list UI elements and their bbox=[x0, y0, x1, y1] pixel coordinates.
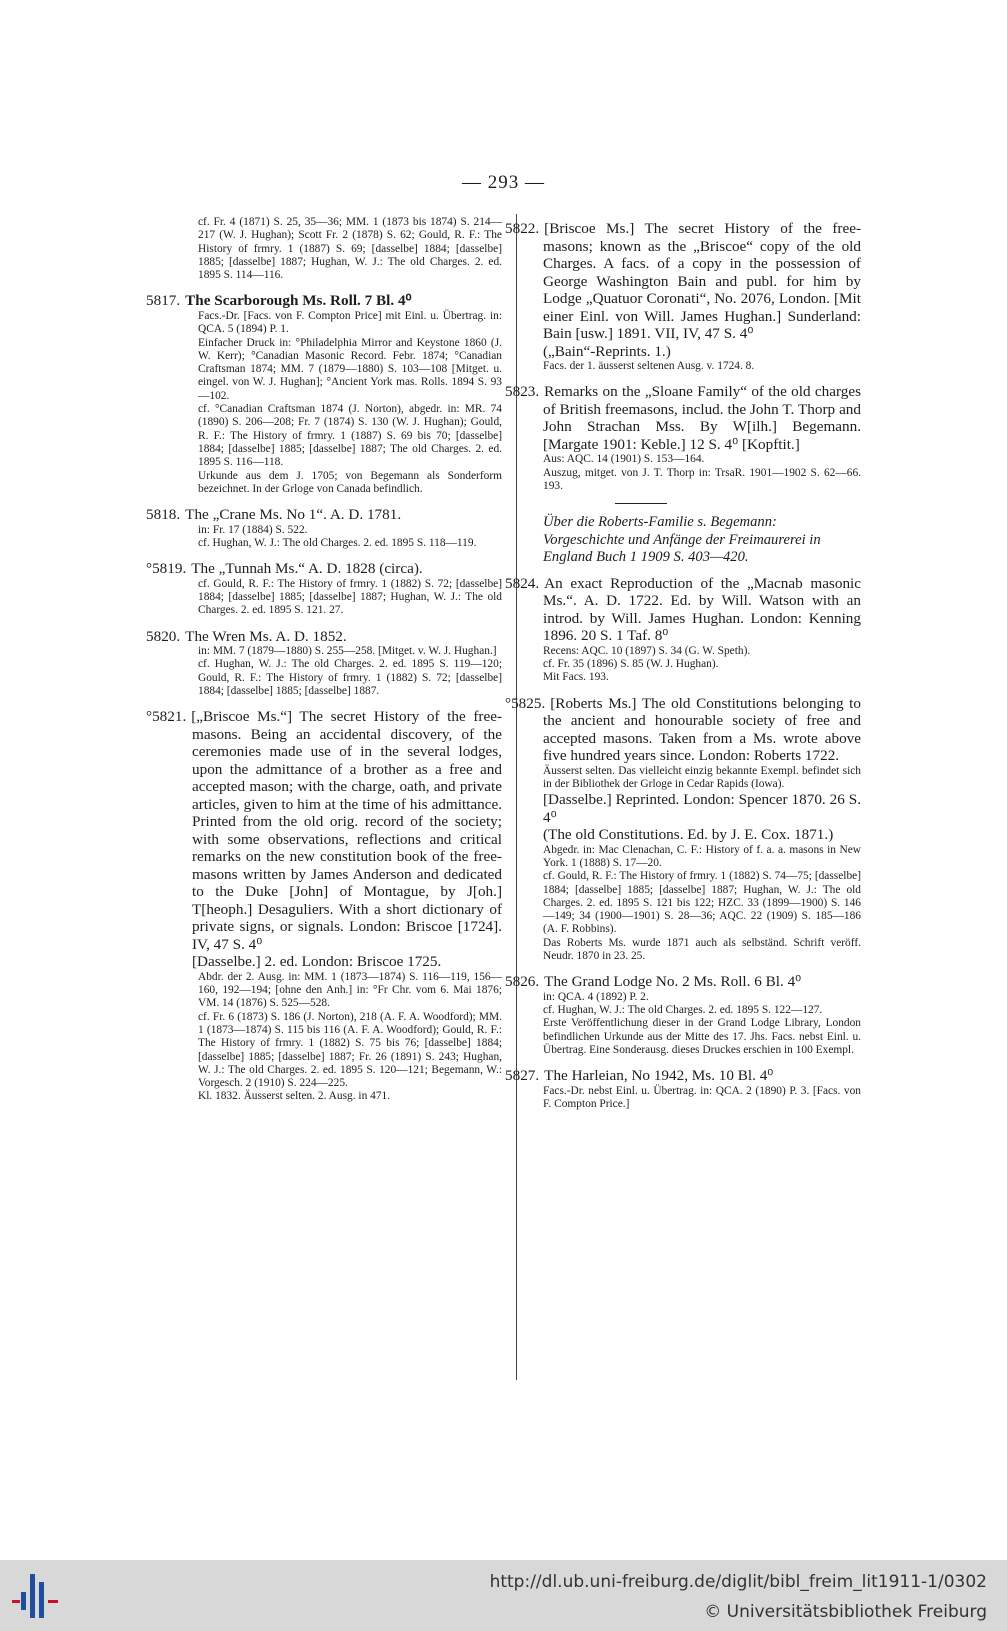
entry-note: Facs.-Dr. [Facs. von F. Compton Price] mit Einl. u. Übertrag. in: QCA. 5 (1894) P. 1. bbox=[198, 309, 502, 336]
entry-note: Mit Facs. 193. bbox=[543, 671, 609, 684]
entry-note: Erste Veröffentlichung dieser in der Grand Lodge Library, London befindlichen Urkunde aus der Mitte des 17. Jhs. Facs. nebst Einl. u. Übertrag. Eine Sonderausg. dieses Druckes erschien in 100 Exempl. bbox=[543, 1017, 861, 1057]
entry-5822 bbox=[505, 220, 861, 373]
entry-title: The Wren Ms. A. D. 1852. bbox=[185, 627, 347, 645]
entry-note: Facs. der 1. äusserst seltenen Ausg. v. 1724. 8. bbox=[543, 360, 755, 372]
entry-5820 bbox=[146, 628, 502, 699]
entry-5826 bbox=[505, 973, 861, 1057]
entry-5821 bbox=[146, 708, 502, 1103]
entry-number: 5817. bbox=[146, 292, 181, 310]
right-column bbox=[505, 220, 861, 1121]
entry-number: 5818. bbox=[146, 506, 181, 524]
entry-note: in: MM. 7 (1879—1880) S. 255—258. [Mitget. v. W. J. Hughan.] bbox=[198, 645, 497, 658]
entry-number: 5822. bbox=[505, 220, 540, 237]
left-column bbox=[146, 216, 502, 1114]
entry-title: The Harleian, No 1942, Ms. 10 Bl. 4⁰ bbox=[544, 1067, 774, 1085]
entry-title: The „Tunnah Ms.“ A. D. 1828 (circa). bbox=[191, 560, 423, 578]
entry-number: 5827. bbox=[505, 1067, 540, 1085]
entry-5827 bbox=[505, 1067, 861, 1111]
entry-5825 bbox=[505, 695, 861, 964]
entry-reprint-series: (The old Constitutions. Ed. by J. E. Cox. 1871.) bbox=[543, 826, 834, 844]
entry-number: 5824. bbox=[505, 574, 540, 592]
entry-note: Abgedr. in: Mac Clenachan, C. F.: History of f. a. a. masons in New York. 1 (1888) S. 17—20. bbox=[543, 843, 861, 869]
entry-title: Remarks on the „Sloane Family“ of the old charges of British freemasons, includ. the John T. Thorp and John Strachan Mss. By W[ilh.] Begemann. [Margate 1901: Keble.] 12 S. 4⁰ [Kopftit.] bbox=[543, 383, 861, 453]
continuation-entry bbox=[146, 216, 502, 282]
entry-number: 5823. bbox=[505, 383, 540, 401]
page-number: — 293 — bbox=[462, 172, 545, 193]
copyright-text: © Universitätsbibliothek Freiburg bbox=[704, 1602, 987, 1622]
entry-title: An exact Reproduction of the „Macnab masonic Ms.“. A. D. 1722. Ed. by Will. Watson with an introd. by Will. James Hughan. London: Kenning 1896. 20 S. 1 Taf. 8⁰ bbox=[543, 574, 861, 645]
entry-note: Recens: AQC. 10 (1897) S. 34 (G. W. Speth). bbox=[543, 644, 751, 657]
entry-title: [„Briscoe Ms.“] The secret History of the free-masons. Being an accidental discovery, of the ceremonies made use of in the several lodges, upon the admittance of a brother as a free and accepted mason; with the charge, oath, and private articles, given to him at the time of his admittance. Printed from the old orig. record of the society; with some observations, reflections and critical remarks on the new constitution book of the free-masons written by James Anderson and dedicated to the Duke [John] of Montague, by J[oh.] T[heoph.] Desaguliers. With a short dictionary of private signs, or signals. London: Briscoe [1724]. IV, 47 S. 4⁰ bbox=[191, 708, 502, 953]
entry-note: Äusserst selten. Das vielleicht einzig bekannte Exempl. befindet sich in der Bibliothek der Grloge in Cedar Rapids (Iowa). bbox=[543, 764, 861, 790]
entry-note: cf. Hughan, W. J.: The old Charges. 2. ed. 1895 S. 122—127. bbox=[543, 1004, 823, 1017]
ub-freiburg-logo-icon bbox=[8, 1568, 68, 1624]
entry-5817 bbox=[146, 292, 502, 496]
entry-number: °5819. bbox=[146, 560, 187, 578]
entry-5824 bbox=[505, 575, 861, 685]
cross-reference-note: Über die Roberts-Familie s. Begemann: Vorgeschichte und Anfänge der Freimaurerei in England Buch 1 1909 S. 403—420. bbox=[543, 514, 821, 566]
entry-note: cf. Gould, R. F.: The History of frmry. 1 (1882) S. 72; [dasselbe] 1884; [dasselbe] 1885; [dasselbe] 1887; Hughan, W. J.: The old Charges. 2. ed. 1895 S. 121. 27. bbox=[198, 577, 502, 617]
document-url-link[interactable]: http://dl.ub.uni-freiburg.de/diglit/bibl_freim_lit1911-1/0302 bbox=[489, 1572, 987, 1592]
entry-note: Aus: AQC. 14 (1901) S. 153—164. bbox=[543, 453, 705, 466]
entry-note: Einfacher Druck in: °Philadelphia Mirror and Keystone 1860 (J. W. Kerr); °Canadian Masonic Record. Febr. 1874; °Canadian Craftsman 1874; MM. 7 (1879—1880) S. 103—108 [Mitget. u. eingel. von W. J. Hughan]; °Ancient York mas. Rolls. 1894 S. 93—102. bbox=[198, 336, 502, 402]
entry-title: [Roberts Ms.] The old Constitutions belonging to the ancient and honourable society of free and accepted masons. Taken from a Ms. wrote above five hundred years since. London: Roberts 1722. bbox=[543, 694, 861, 765]
entry-title: [Briscoe Ms.] The secret History of the free-masons; known as the „Briscoe“ copy of the old Charges. A facs. of a copy in the possession of George Washington Bain and publ. for him by Lodge „Quatuor Coronati“, No. 2076, London. [Mit einer Einl. von Will. James Hughan.] Sunderland: Bain [usw.] 1891. VII, IV, 47 S. 4⁰ bbox=[543, 220, 861, 342]
entry-title: The „Crane Ms. No 1“. A. D. 1781. bbox=[185, 506, 402, 524]
entry-number: °5821. bbox=[146, 708, 187, 726]
entry-note: cf. Fr. 6 (1873) S. 186 (J. Norton), 218 (A. F. A. Woodford); MM. 1 (1873—1874) S. 115 bis 116 (A. F. A. Woodford); Gould, R. F.: The History of frmry. 1 (1882) S. 75 bis 76; [dasselbe] 1884; [dasselbe] 1885; [dasselbe] 1887; Fr. 26 (1891) S. 243; Hughan, W. J.: The old Charges. 2. ed. 1895 S. 120—121; Begemann, W.: Vorgesch. 2 (1910) S. 224—225. bbox=[198, 1010, 502, 1090]
entry-note: in: QCA. 4 (1892) P. 2. bbox=[543, 990, 649, 1003]
entry-5818 bbox=[146, 506, 502, 550]
entry-number: 5826. bbox=[505, 973, 540, 991]
entry-number: 5820. bbox=[146, 627, 181, 645]
entry-note: Kl. 1832. Äusserst selten. 2. Ausg. in 471. bbox=[198, 1090, 391, 1103]
section-rule bbox=[615, 503, 667, 504]
entry-note: cf. Hughan, W. J.: The old Charges. 2. ed. 1895 S. 118—119. bbox=[198, 536, 477, 549]
entry-title: The Scarborough Ms. Roll. 7 Bl. 4⁰ bbox=[185, 292, 412, 310]
entry-title: The Grand Lodge No. 2 Ms. Roll. 6 Bl. 4⁰ bbox=[544, 973, 802, 991]
entry-note: Auszug, mitget. von J. T. Thorp in: TrsaR. 1901—1902 S. 62—66. 193. bbox=[543, 466, 861, 492]
entry-note: cf. Fr. 4 (1871) S. 25, 35—36; MM. 1 (1873 bis 1874) S. 214—217 (W. J. Hughan); Scott Fr. 2 (1878) S. 62; Gould, R. F.: The History of frmry. 1 (1887) S. 69; [dasselbe] 1884; [dasselbe] 1885; [dasselbe] 1887; Hughan, W. J.: The old Charges. 2. ed. 1895 S. 114—116. bbox=[198, 216, 502, 282]
entry-5823 bbox=[505, 383, 861, 493]
entry-number: °5825. bbox=[505, 694, 546, 712]
entry-note: cf. Hughan, W. J.: The old Charges. 2. ed. 1895 S. 119—120; Gould, R. F.: The History of frmry. 1 (1882) S. 72; [dasselbe] 1884; [dasselbe] 1885; [dasselbe] 1887. bbox=[198, 658, 502, 698]
entry-note: Facs.-Dr. nebst Einl. u. Übertrag. in: QCA. 2 (1890) P. 3. [Facs. von F. Compton Price.] bbox=[543, 1084, 861, 1111]
entry-note: cf. Gould, R. F.: The History of frmry. 1 (1882) S. 74—75; [dasselbe] 1884; [dasselbe] 1885; [dasselbe] 1887; Hughan, W. J.: The old Charges. 2. ed. 1895 S. 121 bis 122; HZC. 33 (1899—1900) S. 146—149; 34 (1900—1901) S. 28—36; AQC. 22 (1909) S. 185—186 (A. F. Robbins). bbox=[543, 870, 861, 936]
entry-note: cf. °Canadian Craftsman 1874 (J. Norton), abgedr. in: MR. 74 (1890) S. 206—208; Fr. 7 (1874) S. 130 (W. J. Hughan); Gould, R. F.: The History of frmry. 1 (1887) S. 69 bis 70; [dasselbe] 1884; [dasselbe] 1885; [dasselbe] 1887; The old Charges. 2. ed. 1895 S. 116—118. bbox=[198, 403, 502, 469]
entry-note: in: Fr. 17 (1884) S. 522. bbox=[198, 523, 308, 536]
entry-note: cf. Fr. 35 (1896) S. 85 (W. J. Hughan). bbox=[543, 657, 719, 670]
entry-note: Das Roberts Ms. wurde 1871 auch als selbständ. Schrift veröff. Neudr. 1870 in 23. 25. bbox=[543, 936, 861, 963]
entry-second-edition: [Dasselbe.] 2. ed. London: Briscoe 1725. bbox=[192, 953, 442, 971]
entry-series: („Bain“-Reprints. 1.) bbox=[543, 342, 671, 360]
entry-reprint: [Dasselbe.] Reprinted. London: Spencer 1870. 26 S. 4⁰ bbox=[543, 791, 861, 826]
entry-note: Urkunde aus dem J. 1705; von Begemann als Sonderform bezeichnet. In der Grloge von Canada befindlich. bbox=[198, 469, 502, 495]
viewer-footer bbox=[0, 1560, 1007, 1631]
entry-5819 bbox=[146, 560, 502, 617]
entry-note: Abdr. der 2. Ausg. in: MM. 1 (1873—1874) S. 116—119, 156—160, 192—194; [ohne den Anh.] in: °Fr Chr. vom 6. Mai 1876; VM. 14 (1876) S. 525—528. bbox=[198, 970, 502, 1010]
